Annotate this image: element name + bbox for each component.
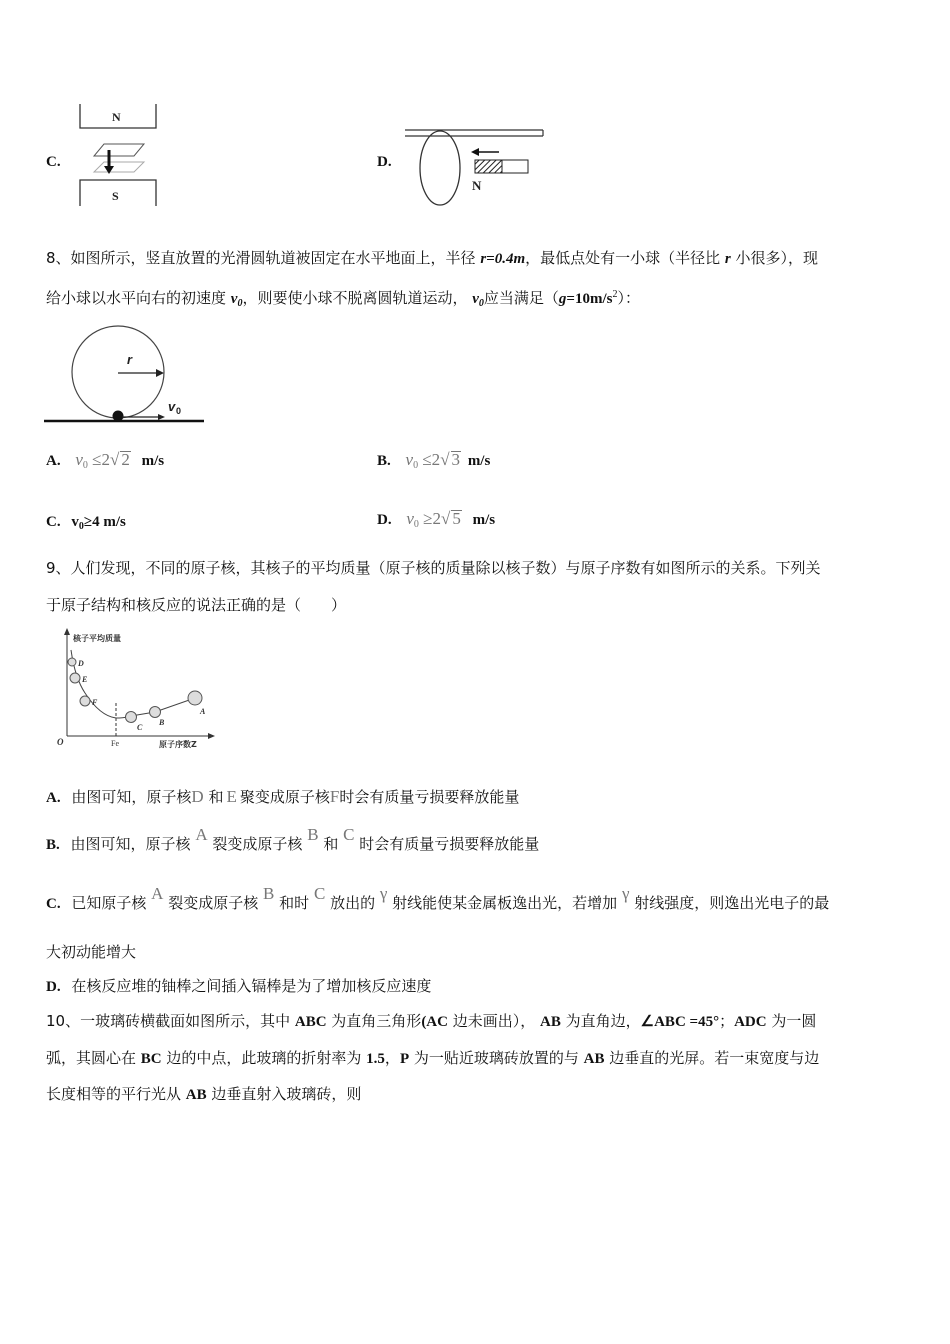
v0-subscript: 0 (237, 298, 243, 309)
option-text: 聚变成原子核 (239, 788, 330, 806)
nucleus-b: B (263, 884, 275, 903)
option-text: 射线能使某金属板逸出光，若增加 (392, 894, 618, 912)
q7-option-c-label[interactable]: C. (46, 154, 61, 170)
svg-text:D: D (78, 659, 84, 668)
option-label: A. (46, 453, 61, 469)
svg-text:A: A (200, 707, 206, 716)
q8-r-symbol: r (724, 251, 731, 267)
svg-text:B: B (159, 718, 165, 727)
q7-option-c-diagram (78, 100, 158, 208)
formula: $v_0 \ge 2√$ 5 (406, 509, 461, 530)
nucleus-a: A (195, 825, 208, 844)
option-text: 由图可知，原子核 (70, 835, 191, 853)
option-text: 时会有质量亏损要释放能量 (339, 788, 520, 806)
q8-option-d[interactable] (377, 509, 495, 535)
q9-stem-line2: 于原子结构和核反应的说法正确的是（ ） (46, 596, 347, 614)
south-pole-label: S (112, 189, 119, 203)
q8-text: 应当满足（ (483, 289, 559, 307)
g-value: =10m/s (566, 291, 613, 307)
velocity-label: v (168, 399, 176, 414)
north-pole-label: N (112, 110, 121, 124)
q9-binding-chart (55, 628, 215, 752)
option-text: 放出的 (330, 894, 376, 912)
q8-option-a[interactable] (46, 450, 164, 476)
option-text: 射线强度，则逸出光电子的最 (634, 894, 830, 912)
v0-symbol: v (472, 291, 479, 307)
q8-text: ）： (617, 289, 640, 307)
option-text: 由图可知，原子核 (71, 788, 192, 806)
svg-text:F: F (92, 698, 98, 707)
q8-stem-line1 (46, 248, 818, 269)
nucleus-a: A (151, 884, 164, 903)
nucleus-d: D (191, 787, 204, 806)
chart-fe-label: Fe (111, 739, 119, 748)
q9-option-c-cont: 大初动能增大 (46, 943, 137, 961)
q10-stem-line1: 10、一玻璃砖横截面如图所示，其中 ABC 为直角三角形(AC 边未画出）， AB 为直角边，∠ABC =45°；ADC 为一圆 (46, 1012, 817, 1030)
formula: $v_0 \le 2√$ 2 (75, 450, 130, 471)
v0-subscript: 0 (478, 298, 484, 309)
option-label: B. (377, 453, 391, 469)
option-text: 和时 (279, 894, 310, 912)
q7-option-d-label[interactable]: D. (377, 154, 392, 170)
nucleus-e: E (226, 787, 237, 806)
q9-option-c[interactable] (46, 884, 830, 914)
option-label: D. (377, 512, 392, 528)
unit: m/s (467, 453, 491, 469)
q8-text: 小很多），现 (730, 249, 819, 267)
nucleus-b: B (307, 825, 319, 844)
option-text: 时会有质量亏损要释放能量 (359, 835, 540, 853)
q9-option-d[interactable] (46, 976, 431, 997)
q7-option-d-diagram (405, 126, 545, 208)
svg-text:C: C (137, 723, 143, 732)
option-label: C. (46, 514, 61, 530)
option-label: A. (46, 790, 61, 806)
unit: m/s (141, 453, 165, 469)
option-text: 在核反应堆的铀棒之间插入镉棒是为了增加核反应速度 (71, 977, 432, 995)
q8-text: 8、如图所示，竖直放置的光滑圆轨道被固定在水平地面上，半径 (46, 249, 481, 267)
nucleus-c: C (313, 884, 326, 903)
chart-xlabel: 原子序数Z (159, 740, 197, 749)
option-text: 和 (208, 788, 224, 806)
q8-text: ，最低点处有一小球（半径比 (525, 249, 725, 267)
v0-symbol: v (230, 291, 238, 307)
formula: $v_0\ge 4$ m/s (71, 514, 126, 532)
q8-text: 给小球以水平向右的初速度 (46, 289, 231, 307)
gamma-symbol: γ (621, 884, 630, 903)
option-text: 已知原子核 (71, 894, 147, 912)
option-label: B. (46, 837, 60, 853)
q8-text: ，则要使小球不脱离圆轨道运动， (242, 289, 473, 307)
formula: $v_0 \le 2√$ 3 (405, 450, 461, 471)
svg-text:0: 0 (176, 406, 182, 416)
q9-stem-line1: 9、人们发现，不同的原子核，其核子的平均质量（原子核的质量除以核子数）与原子序数有如图所示的关系。下列关 (46, 559, 821, 577)
option-label: D. (46, 979, 61, 995)
option-text: 裂变成原子核 (168, 894, 259, 912)
nucleus-c: C (343, 825, 355, 844)
option-label: C. (46, 896, 61, 912)
superscript: 2 (612, 289, 618, 300)
gamma-symbol: γ (379, 884, 388, 903)
q9-option-b[interactable] (46, 825, 540, 855)
magnet-n-label: N (472, 178, 482, 193)
q10-stem-line2: 弧，其圆心在 BC 边的中点，此玻璃的折射率为 1.5，P 为一贴近玻璃砖放置的与 AB 边垂直的光屏。若一束宽度与边 (46, 1049, 820, 1067)
chart-origin: O (57, 737, 64, 747)
q10-stem-line3: 长度相等的平行光从 AB 边垂直射入玻璃砖，则 (46, 1085, 362, 1103)
option-text: 和 (323, 835, 339, 853)
chart-ylabel: 核子平均质量 (73, 634, 121, 643)
unit: m/s (472, 512, 496, 528)
q9-option-a[interactable] (46, 787, 519, 808)
radius-label: r (127, 352, 133, 367)
nucleus-f: F (329, 787, 340, 806)
q8-stem-line2 (46, 285, 640, 314)
q8-circular-track-figure (44, 326, 206, 426)
option-text: 裂变成原子核 (212, 835, 303, 853)
q8-option-c[interactable] (46, 511, 126, 533)
q8-option-b[interactable] (377, 450, 490, 476)
q8-radius-value: r=0.4m (480, 251, 526, 267)
svg-text:E: E (82, 675, 88, 684)
g-symbol: g (558, 291, 567, 307)
